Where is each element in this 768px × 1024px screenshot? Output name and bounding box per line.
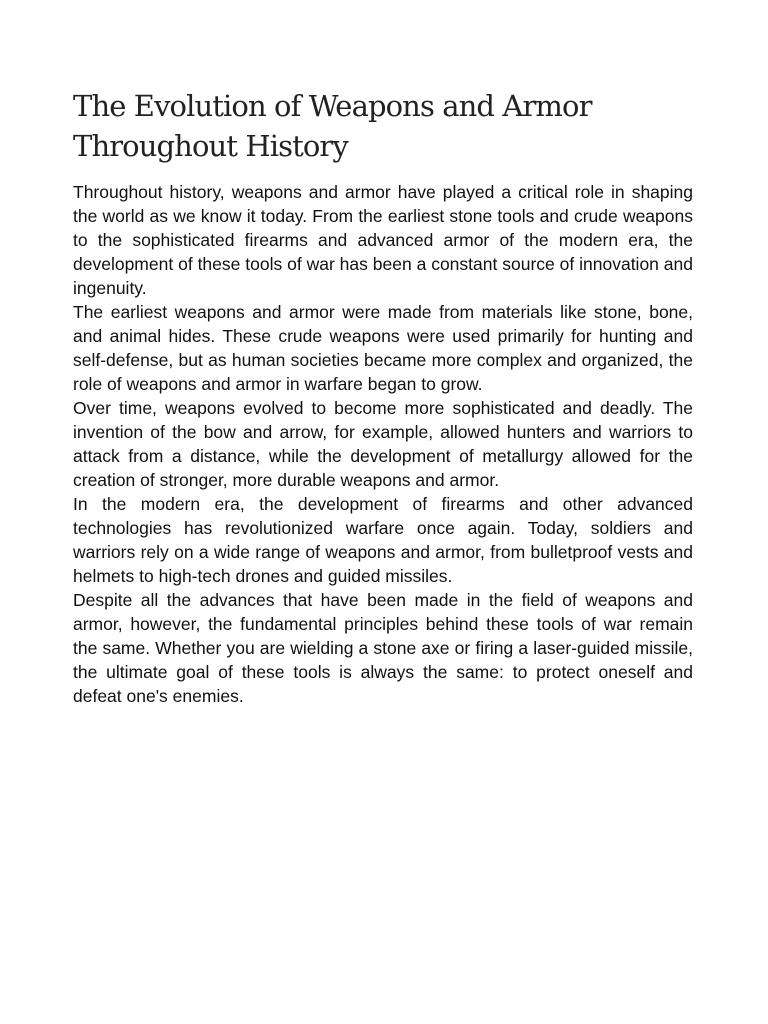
document-title: The Evolution of Weapons and Armor Throughout History: [73, 89, 592, 163]
document-body: [73, 180, 693, 708]
paragraph: Throughout history, weapons and armor have played a critical role in shaping the world as we know it today. From the earliest stone tools and crude weapons to the sophisticated firearms and advanced armor of the modern era, the development of these tools of war has been a constant source of innovation and ingenuity.: [73, 182, 693, 298]
paragraph: Despite all the advances that have been made in the field of weapons and armor, however, the fundamental principles behind these tools of war remain the same. Whether you are wielding a stone axe or firing a laser-guided missile, the ultimate goal of these tools is always the same: to protect oneself and defeat one's enemies.: [73, 590, 693, 706]
document-page: [73, 86, 693, 708]
paragraph: In the modern era, the development of firearms and other advanced technologies has revolutionized warfare once again. Today, soldiers and warriors rely on a wide range of weapons and armor, from bulletproof vests and helmets to high-tech drones and guided missiles.: [73, 494, 693, 586]
paragraph: Over time, weapons evolved to become more sophisticated and deadly. The invention of the bow and arrow, for example, allowed hunters and warriors to attack from a distance, while the development of metallurgy allowed for the creation of stronger, more durable weapons and armor.: [73, 398, 693, 490]
paragraph: The earliest weapons and armor were made from materials like stone, bone, and animal hides. These crude weapons were used primarily for hunting and self-defense, but as human societies became more complex and organized, the role of weapons and armor in warfare began to grow.: [73, 302, 693, 394]
